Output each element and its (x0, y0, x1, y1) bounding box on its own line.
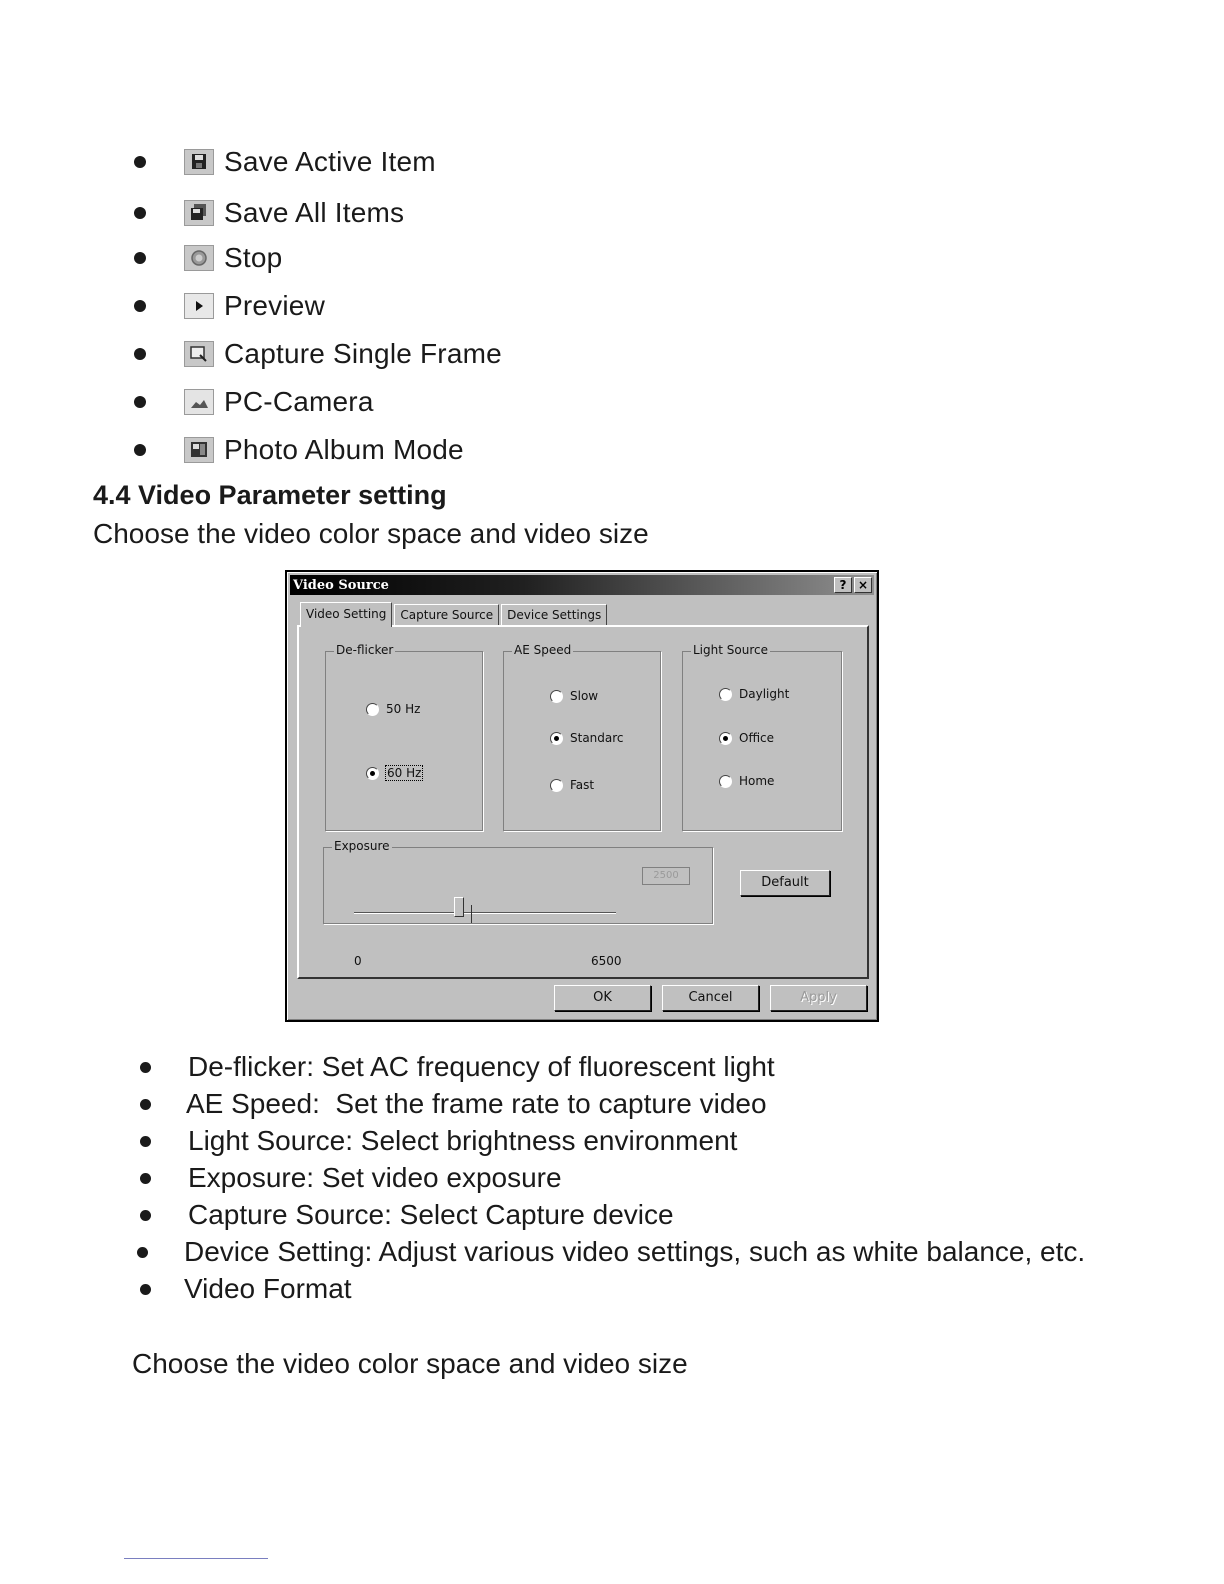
list-item-label: Save Active Item (224, 146, 436, 177)
radio-daylight[interactable] (719, 687, 789, 701)
tab-video-setting[interactable]: Video Setting (300, 602, 392, 627)
pc-camera-icon (184, 389, 214, 415)
radio-label: 60 Hz (387, 766, 422, 780)
bullet (137, 1247, 148, 1258)
list-item (140, 1162, 562, 1194)
cancel-button[interactable]: Cancel (662, 985, 759, 1011)
list-item-label: Capture Source: Select Capture device (188, 1199, 674, 1230)
bullet (140, 1136, 151, 1147)
save-all-icon (184, 200, 214, 226)
default-button[interactable]: Default (740, 870, 830, 896)
stop-icon (184, 245, 214, 271)
bullet (134, 444, 146, 456)
section-heading: 4.4 Video Parameter setting (93, 480, 447, 510)
deflicker-label: De-flicker (336, 643, 394, 657)
radio-standard[interactable] (550, 731, 624, 745)
list-item (140, 1199, 674, 1231)
radio-circle-selected[interactable] (550, 732, 563, 745)
radio-50hz[interactable] (366, 702, 420, 716)
save-icon (184, 149, 214, 175)
list-item-label: De-flicker: Set AC frequency of fluorescent light (188, 1051, 775, 1082)
radio-circle[interactable] (719, 688, 732, 701)
radio-office[interactable] (719, 731, 774, 745)
list-item (137, 1236, 1085, 1268)
list-item-label: Photo Album Mode (224, 434, 464, 465)
help-button[interactable]: ? (834, 577, 852, 593)
deflicker-group (325, 643, 483, 831)
tab-device-settings[interactable]: Device Settings (501, 604, 607, 626)
radio-label: 50 Hz (386, 702, 421, 716)
list-item-label: Exposure: Set video exposure (188, 1162, 562, 1193)
list-item (134, 238, 282, 278)
list-item-label: Capture Single Frame (224, 338, 502, 369)
dialog-titlebar[interactable] (290, 575, 874, 595)
radio-circle-selected[interactable] (366, 767, 379, 780)
radio-circle[interactable] (366, 703, 379, 716)
list-item-label: Preview (224, 290, 325, 321)
list-item (140, 1273, 352, 1305)
light-source-label: Light Source (693, 643, 768, 657)
list-item (134, 142, 436, 182)
bullet (134, 300, 146, 312)
list-item (140, 1125, 737, 1157)
bullet (134, 207, 146, 219)
footer-rule (124, 1558, 268, 1559)
tab-capture-source[interactable]: Capture Source (394, 604, 499, 626)
list-item-label: AE Speed: Set the frame rate to capture video (186, 1088, 767, 1119)
radio-circle-selected[interactable] (719, 732, 732, 745)
radio-label: Slow (570, 689, 599, 703)
radio-circle[interactable] (719, 775, 732, 788)
list-item-label: PC-Camera (224, 386, 374, 417)
light-source-group (682, 643, 842, 831)
list-item-label: Device Setting: Adjust various video settings, such as white balance, etc. (184, 1236, 1086, 1267)
list-item (140, 1051, 775, 1083)
closing-text: Choose the video color space and video size (132, 1348, 688, 1379)
dialog-title: Video Source (293, 577, 389, 593)
bullet (134, 156, 146, 168)
radio-home[interactable] (719, 774, 774, 788)
list-item-label: Video Format (184, 1273, 352, 1304)
list-item-label: Light Source: Select brightness environment (188, 1125, 738, 1156)
exposure-slider-tick (471, 905, 472, 923)
exposure-min-label: 0 (354, 954, 362, 968)
list-item (134, 193, 404, 233)
bullet (134, 252, 146, 264)
section-intro: Choose the video color space and video size (93, 518, 649, 549)
exposure-value-field: 2500 (642, 867, 690, 885)
bullet (140, 1099, 151, 1110)
ok-button[interactable]: OK (554, 985, 651, 1011)
list-item (140, 1088, 767, 1120)
radio-circle[interactable] (550, 690, 563, 703)
radio-label: Daylight (739, 687, 790, 701)
capture-frame-icon (184, 341, 214, 367)
close-button[interactable]: × (854, 577, 872, 593)
play-icon (184, 293, 214, 319)
ae-speed-label: AE Speed (514, 643, 572, 657)
exposure-slider-track[interactable] (354, 912, 616, 914)
ae-speed-group (503, 643, 661, 831)
radio-label: Office (739, 731, 775, 745)
bullet (140, 1284, 151, 1295)
radio-label: Home (739, 774, 775, 788)
bullet (140, 1062, 151, 1073)
video-source-dialog (285, 570, 879, 1022)
list-item-label: Save All Items (224, 197, 405, 228)
radio-fast[interactable] (550, 778, 594, 792)
exposure-slider-thumb[interactable] (454, 897, 464, 917)
radio-label: Standarc (570, 731, 624, 745)
tab-strip (300, 602, 609, 626)
radio-60hz[interactable] (366, 766, 422, 780)
list-item (134, 382, 374, 422)
photo-album-icon (184, 437, 214, 463)
radio-slow[interactable] (550, 689, 598, 703)
apply-button: Apply (770, 985, 867, 1011)
bullet (140, 1210, 151, 1221)
list-item (134, 430, 464, 470)
radio-label: Fast (570, 778, 595, 792)
list-item (134, 334, 502, 374)
list-item (134, 286, 325, 326)
radio-circle[interactable] (550, 779, 563, 792)
bullet (134, 348, 146, 360)
exposure-max-label: 6500 (591, 954, 622, 968)
exposure-label: Exposure (334, 839, 390, 853)
list-item-label: Stop (224, 242, 283, 273)
bullet (134, 396, 146, 408)
video-setting-panel (297, 625, 869, 979)
bullet (140, 1173, 151, 1184)
